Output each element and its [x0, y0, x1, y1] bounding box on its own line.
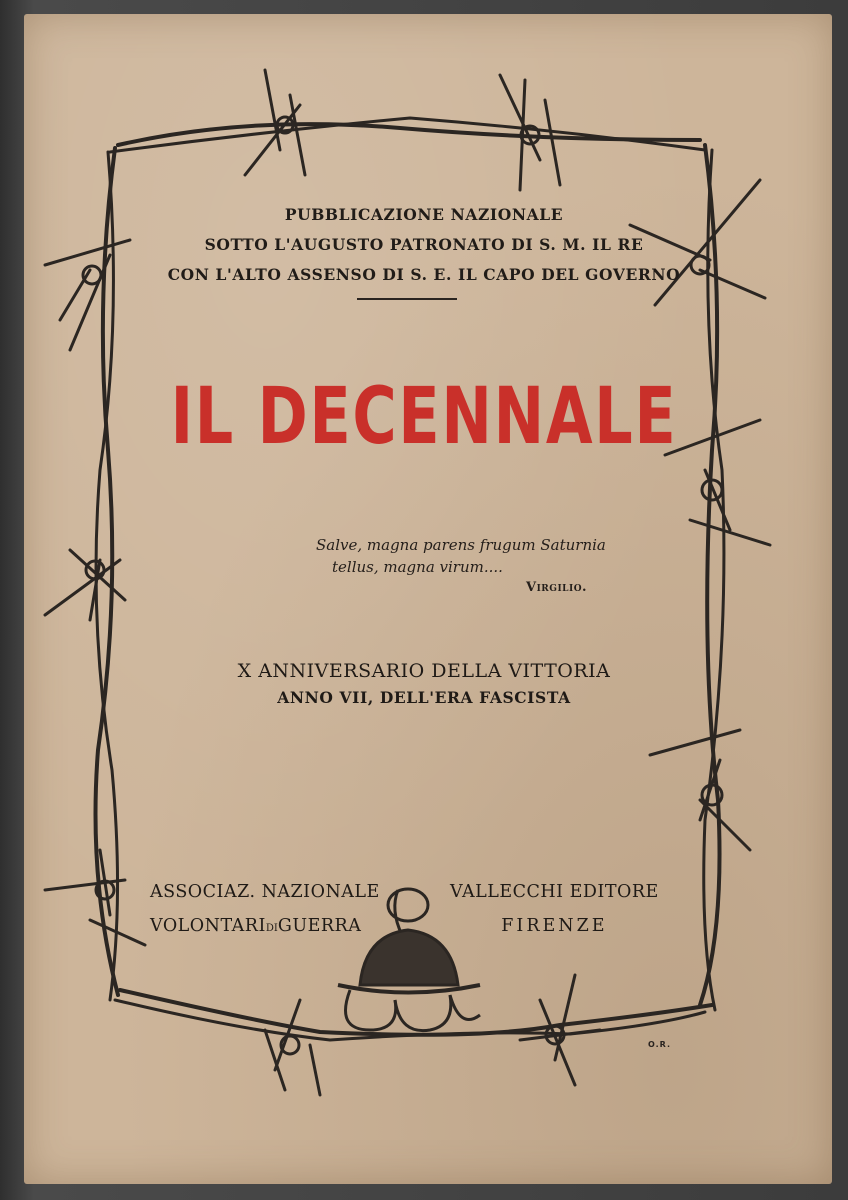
- header-line-1: PUBBLICAZIONE NAZIONALE: [284, 205, 564, 224]
- header-line-3: CON L'ALTO ASSENSO DI S. E. IL CAPO DEL GOVERNO: [167, 265, 681, 284]
- quote-author: Virgilio.: [526, 580, 588, 595]
- artist-initials: O.R.: [648, 1040, 672, 1049]
- title-block: [0, 372, 848, 462]
- anniversary-block: [0, 660, 848, 707]
- publisher-right-line-2: FIRENZE: [501, 916, 608, 936]
- quote-line-2: tellus, magna virum....: [332, 558, 503, 576]
- publisher-left-line-1: ASSOCIAZ. NAZIONALE: [150, 882, 380, 902]
- quote-line-1: Salve, magna parens frugum Saturnia: [316, 536, 606, 554]
- anniversary-line-2: ANNO VII, DELL'ERA FASCISTA: [277, 688, 571, 707]
- header-rule: [357, 298, 457, 300]
- publisher-right-line-1: VALLECCHI EDITORE: [450, 882, 659, 902]
- publisher-right: [450, 875, 659, 943]
- page-title: IL DECENNALE: [170, 372, 678, 462]
- publisher-left: [150, 875, 380, 946]
- header-block: [0, 200, 848, 290]
- anniversary-line-1: X ANNIVERSARIO DELLA VITTORIA: [237, 660, 611, 682]
- header-line-2: SOTTO L'AUGUSTO PATRONATO DI S. M. IL RE: [204, 235, 644, 254]
- publisher-left-line-2: VOLONTARIDIGUERRA: [150, 916, 362, 936]
